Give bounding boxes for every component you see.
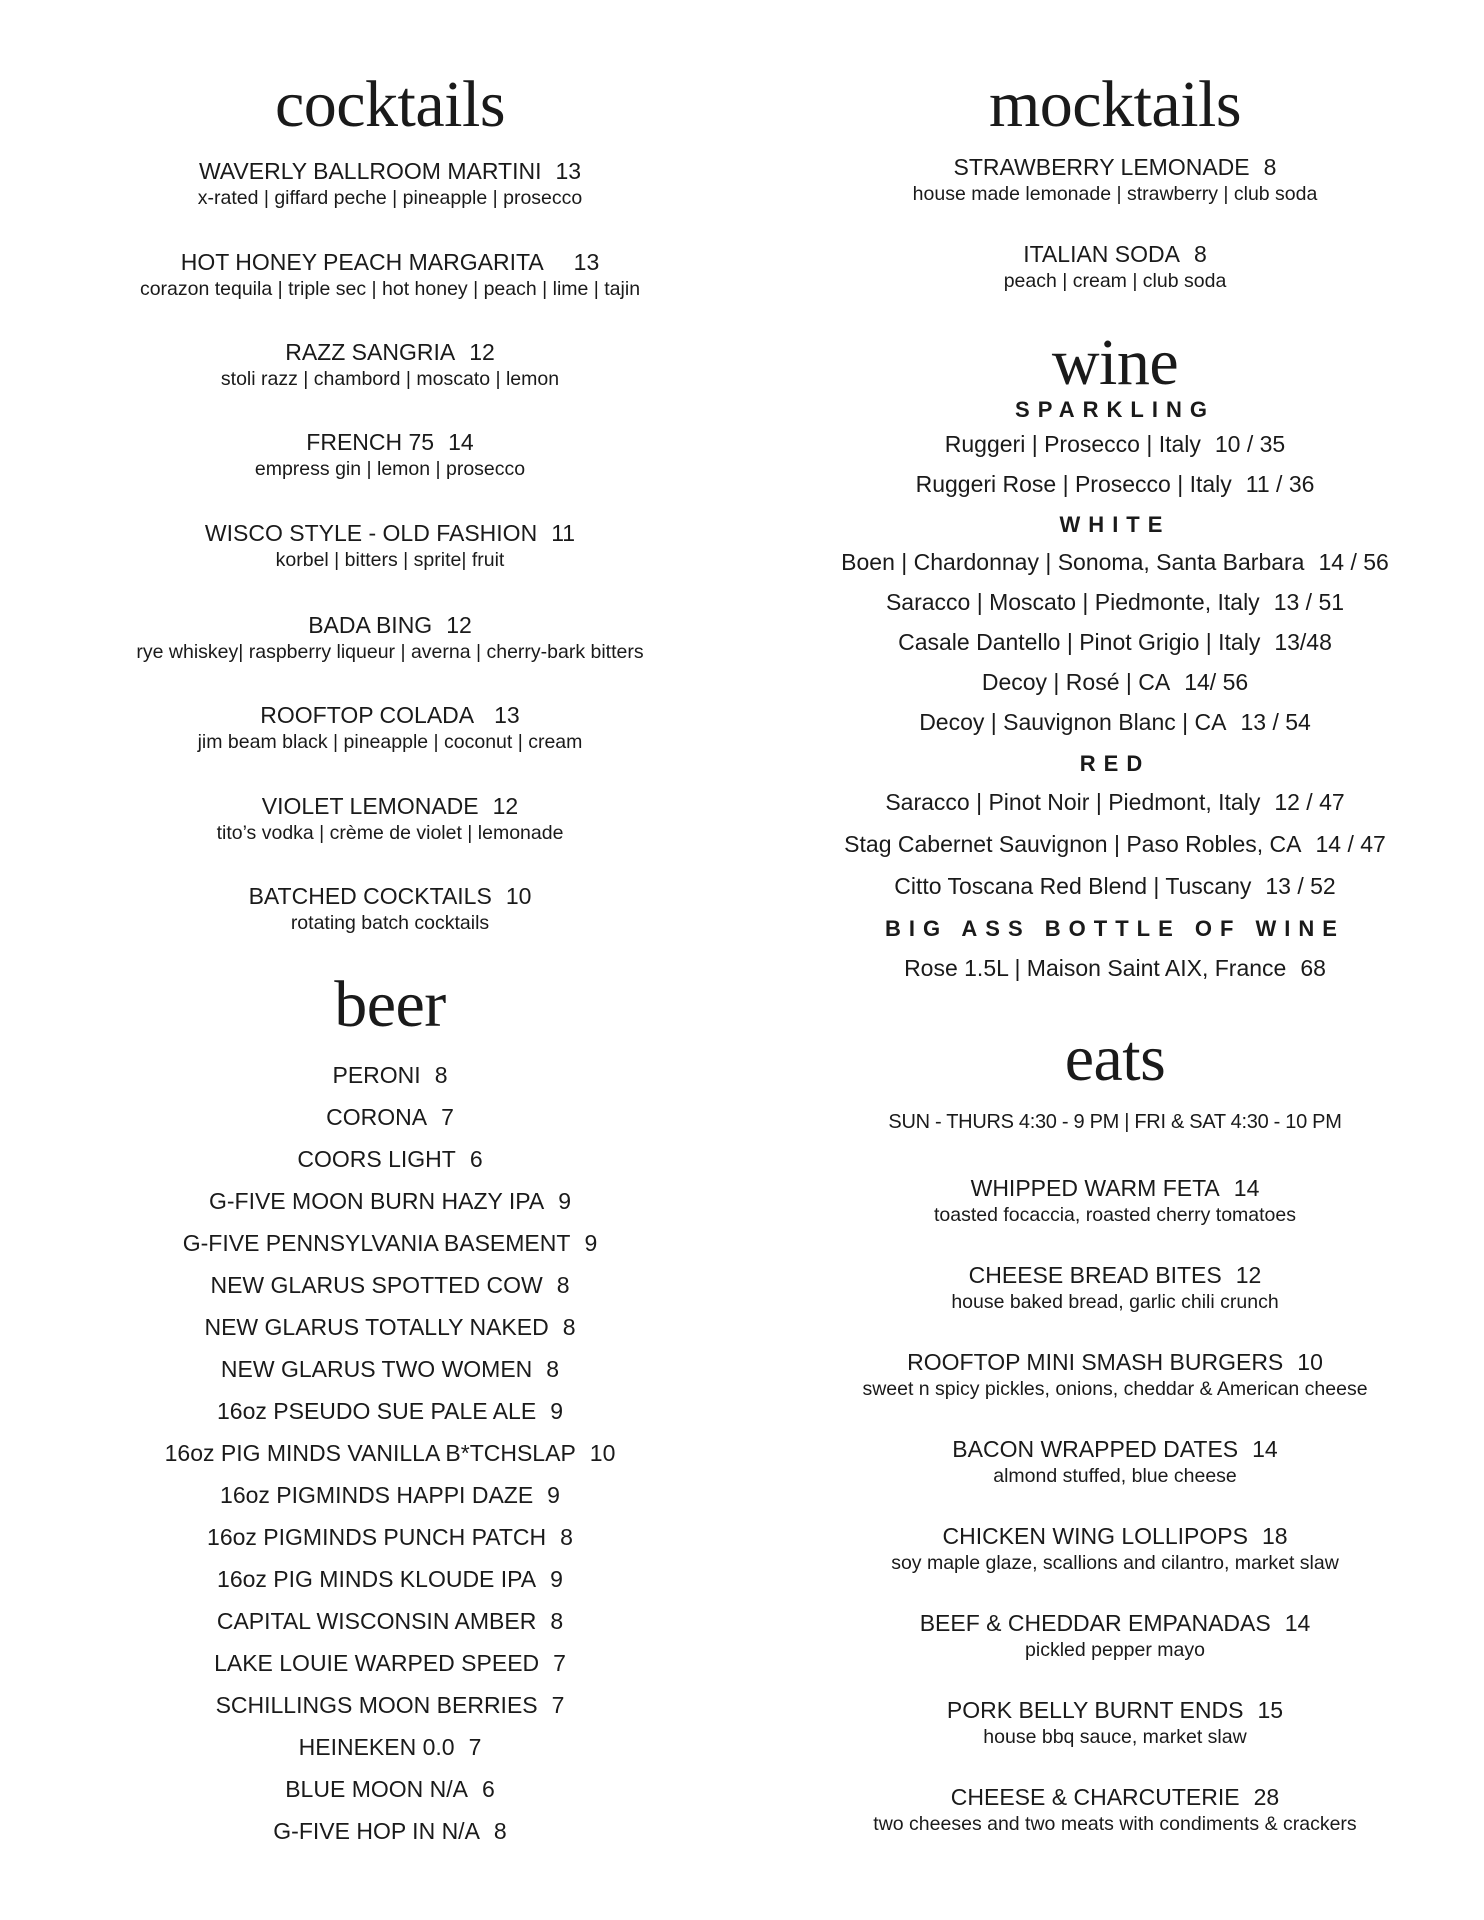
item-price: 8	[550, 1608, 564, 1634]
item-name: PERONI	[332, 1062, 421, 1088]
eats-item	[770, 1522, 1460, 1576]
cocktail-item	[60, 248, 720, 302]
item-price: 10 / 35	[1214, 431, 1286, 457]
item-name: Ruggeri | Prosecco | Italy	[944, 431, 1201, 457]
wine-item	[770, 707, 1460, 737]
item-price: 8	[1263, 154, 1277, 180]
item-price: 12	[469, 339, 495, 365]
item-name: VIOLET LEMONADE	[261, 793, 479, 819]
wine-item	[770, 627, 1460, 657]
item-price: 14	[1233, 1175, 1260, 1201]
item-name: HEINEKEN 0.0	[298, 1734, 455, 1760]
item-desc: almond stuffed, blue cheese	[993, 1465, 1237, 1487]
eats-item	[770, 1174, 1460, 1228]
item-name: 16oz PIGMINDS HAPPI DAZE	[220, 1482, 534, 1508]
eats-title: eats	[1064, 1022, 1166, 1095]
item-price: 12	[446, 612, 472, 638]
beer-title: beer	[334, 968, 446, 1041]
item-name: Ruggeri Rose | Prosecco | Italy	[915, 471, 1232, 497]
beer-item	[60, 1648, 720, 1678]
item-name: BLUE MOON N/A	[285, 1776, 468, 1802]
item-desc: sweet n spicy pickles, onions, cheddar & American cheese	[862, 1378, 1368, 1400]
beer-item	[60, 1606, 720, 1636]
cocktail-item	[60, 882, 720, 936]
wine-subhead-red: RED	[1079, 751, 1151, 776]
item-name: NEW GLARUS TWO WOMEN	[220, 1356, 533, 1382]
cocktail-item	[60, 792, 720, 846]
item-name: BEEF & CHEDDAR EMPANADAS	[919, 1610, 1271, 1636]
item-name: WHIPPED WARM FETA	[970, 1175, 1220, 1201]
item-name: HOT HONEY PEACH MARGARITA	[180, 249, 544, 275]
beer-item	[60, 1312, 720, 1342]
item-name: CAPITAL WISCONSIN AMBER	[216, 1608, 537, 1634]
item-price: 7	[551, 1692, 565, 1718]
item-price: 8	[560, 1524, 573, 1550]
item-price: 13 / 51	[1273, 589, 1345, 615]
item-price: 9	[550, 1566, 563, 1592]
item-name: ITALIAN SODA	[1023, 241, 1180, 267]
item-name: Citto Toscana Red Blend | Tuscany	[894, 873, 1252, 899]
item-price: 8	[562, 1314, 576, 1340]
item-desc: house made lemonade | strawberry | club soda	[912, 183, 1318, 205]
item-name: NEW GLARUS SPOTTED COW	[210, 1272, 543, 1298]
wine-item	[770, 871, 1460, 901]
item-name: G-FIVE MOON BURN HAZY IPA	[208, 1188, 545, 1214]
item-price: 6	[469, 1146, 483, 1172]
item-price: 8	[434, 1062, 448, 1088]
item-desc: stoli razz | chambord | moscato | lemon	[220, 368, 560, 390]
item-name: Rose 1.5L | Maison Saint AIX, France	[904, 955, 1287, 981]
item-name: WAVERLY BALLROOM MARTINI	[198, 158, 542, 184]
item-price: 8	[556, 1272, 570, 1298]
item-name: 16oz PSEUDO SUE PALE ALE	[217, 1398, 537, 1424]
beer-item	[60, 1060, 720, 1090]
item-desc: tito’s vodka | crème de violet | lemonade	[216, 822, 564, 844]
wine-subhead-big-bottle: BIG ASS BOTTLE OF WINE	[885, 916, 1345, 941]
item-price: 11 / 36	[1245, 471, 1315, 497]
item-name: CHEESE & CHARCUTERIE	[950, 1784, 1240, 1810]
beer-item	[60, 1732, 720, 1762]
item-price: 14 / 47	[1315, 831, 1386, 857]
item-name: CHEESE BREAD BITES	[968, 1262, 1222, 1288]
item-name: CHICKEN WING LOLLIPOPS	[942, 1523, 1248, 1549]
item-desc: pickled pepper mayo	[1025, 1639, 1205, 1661]
item-price: 8	[1193, 241, 1207, 267]
item-price: 12 / 47	[1274, 789, 1345, 815]
item-desc: soy maple glaze, scallions and cilantro, market slaw	[891, 1552, 1339, 1574]
item-price: 9	[558, 1188, 572, 1214]
item-name: COORS LIGHT	[297, 1146, 456, 1172]
item-price: 9	[550, 1398, 563, 1424]
item-price: 7	[553, 1650, 566, 1676]
eats-item	[770, 1261, 1460, 1315]
item-price: 14	[448, 429, 474, 455]
item-price: 6	[481, 1776, 495, 1802]
item-price: 9	[547, 1482, 560, 1508]
cocktail-item	[60, 338, 720, 392]
item-desc: two cheeses and two meats with condiments & crackers	[873, 1813, 1357, 1835]
beer-item	[60, 1438, 720, 1468]
item-name: STRAWBERRY LEMONADE	[953, 154, 1250, 180]
item-name: Decoy | Sauvignon Blanc | CA	[919, 709, 1227, 735]
item-price: 11	[551, 520, 576, 546]
item-price: 14	[1252, 1436, 1278, 1462]
item-name: BACON WRAPPED DATES	[952, 1436, 1239, 1462]
item-name: ROOFTOP COLADA	[260, 702, 475, 728]
item-price: 13 / 52	[1265, 873, 1336, 899]
item-name: G-FIVE PENNSYLVANIA BASEMENT	[182, 1230, 571, 1256]
item-name: RAZZ SANGRIA	[285, 339, 456, 365]
item-desc: rotating batch cocktails	[290, 912, 490, 934]
item-desc: toasted focaccia, roasted cherry tomatoes	[933, 1204, 1297, 1226]
item-name: LAKE LOUIE WARPED SPEED	[214, 1650, 540, 1676]
eats-item	[770, 1609, 1460, 1663]
beer-item	[60, 1522, 720, 1552]
beer-item	[60, 1228, 720, 1258]
item-price: 18	[1261, 1523, 1288, 1549]
item-price: 7	[468, 1734, 482, 1760]
item-desc: x-rated | giffard peche | pineapple | prosecco	[197, 187, 583, 209]
beer-item	[60, 1690, 720, 1720]
item-desc: house bbq sauce, market slaw	[983, 1726, 1247, 1748]
item-name: 16oz PIG MINDS VANILLA B*TCHSLAP	[164, 1440, 576, 1466]
wine-item	[770, 953, 1460, 983]
wine-item	[770, 787, 1460, 817]
item-price: 14 / 56	[1318, 549, 1389, 575]
item-desc: peach | cream | club soda	[1003, 270, 1227, 292]
beer-item	[60, 1186, 720, 1216]
item-price: 10	[1297, 1349, 1323, 1375]
item-name: ROOFTOP MINI SMASH BURGERS	[907, 1349, 1284, 1375]
beer-item	[60, 1564, 720, 1594]
item-name: BADA BING	[308, 612, 433, 638]
item-name: Casale Dantello | Pinot Grigio | Italy	[898, 629, 1261, 655]
item-name: NEW GLARUS TOTALLY NAKED	[204, 1314, 549, 1340]
item-name: 16oz PIG MINDS KLOUDE IPA	[217, 1566, 537, 1592]
wine-item	[770, 547, 1460, 577]
item-price: 12	[1235, 1262, 1262, 1288]
beer-item	[60, 1396, 720, 1426]
item-name: CORONA	[326, 1104, 428, 1130]
item-desc: jim beam black | pineapple | coconut | cream	[197, 731, 583, 753]
wine-item	[770, 429, 1460, 459]
item-price: 68	[1300, 955, 1326, 981]
beer-item	[60, 1816, 720, 1846]
item-name: Stag Cabernet Sauvignon | Paso Robles, CA	[844, 831, 1302, 857]
wine-subhead-sparkling: SPARKLING	[1015, 397, 1215, 422]
item-price: 13 / 54	[1240, 709, 1311, 735]
eats-item	[770, 1696, 1460, 1750]
item-price: 10	[505, 883, 532, 909]
beer-item	[60, 1354, 720, 1384]
item-price: 7	[441, 1104, 454, 1130]
eats-item	[770, 1435, 1460, 1489]
item-desc: house baked bread, garlic chili crunch	[951, 1291, 1279, 1313]
item-price: 9	[584, 1230, 598, 1256]
eats-item	[770, 1348, 1460, 1402]
wine-subhead-white: WHITE	[1059, 512, 1171, 537]
eats-hours: SUN - THURS 4:30 - 9 PM | FRI & SAT 4:30 - 10 PM	[888, 1111, 1342, 1133]
cocktail-item	[60, 701, 720, 755]
item-price: 12	[492, 793, 519, 819]
mocktail-item	[770, 153, 1460, 207]
item-desc: rye whiskey| raspberry liqueur | averna | cherry-bark bitters	[136, 641, 644, 663]
beer-item	[60, 1774, 720, 1804]
beer-item	[60, 1480, 720, 1510]
beer-item	[60, 1102, 720, 1132]
cocktail-item	[60, 157, 720, 211]
cocktail-item	[60, 519, 720, 573]
wine-title: wine	[1051, 326, 1179, 399]
beer-item	[60, 1144, 720, 1174]
item-price: 14	[1284, 1610, 1311, 1636]
item-name: Saracco | Pinot Noir | Piedmont, Italy	[885, 789, 1261, 815]
item-price: 13	[494, 702, 520, 728]
item-name: PORK BELLY BURNT ENDS	[946, 1697, 1244, 1723]
mocktails-title: mocktails	[988, 68, 1242, 141]
item-price: 15	[1257, 1697, 1284, 1723]
wine-item	[770, 469, 1460, 499]
item-desc: corazon tequila | triple sec | hot honey | peach | lime | tajin	[139, 278, 641, 300]
cocktail-item	[60, 428, 720, 482]
item-desc: korbel | bitters | sprite| fruit	[275, 549, 505, 571]
item-desc: empress gin | lemon | prosecco	[254, 458, 526, 480]
item-name: BATCHED COCKTAILS	[248, 883, 492, 909]
item-name: G-FIVE HOP IN N/A	[273, 1818, 480, 1844]
beer-item	[60, 1270, 720, 1300]
item-price: 10	[589, 1440, 616, 1466]
wine-item	[770, 829, 1460, 859]
item-name: FRENCH 75	[306, 429, 435, 455]
item-name: Saracco | Moscato | Piedmonte, Italy	[885, 589, 1260, 615]
item-price: 14/ 56	[1184, 669, 1249, 695]
item-name: WISCO STYLE - OLD FASHION	[204, 520, 538, 546]
cocktails-title: cocktails	[274, 68, 506, 141]
item-name: SCHILLINGS MOON BERRIES	[215, 1692, 538, 1718]
wine-item	[770, 587, 1460, 617]
wine-item	[770, 667, 1460, 697]
item-name: 16oz PIGMINDS PUNCH PATCH	[207, 1524, 547, 1550]
item-name: Decoy | Rosé | CA	[981, 669, 1171, 695]
item-name: Boen | Chardonnay | Sonoma, Santa Barbara	[841, 549, 1305, 575]
item-price: 13/48	[1274, 629, 1332, 655]
item-price: 13	[555, 158, 582, 184]
item-price: 28	[1253, 1784, 1280, 1810]
mocktail-item	[770, 240, 1460, 294]
item-price: 8	[546, 1356, 560, 1382]
item-price: 13	[573, 249, 600, 275]
cocktail-item	[60, 611, 720, 665]
item-price: 8	[493, 1818, 507, 1844]
eats-item	[770, 1783, 1460, 1837]
